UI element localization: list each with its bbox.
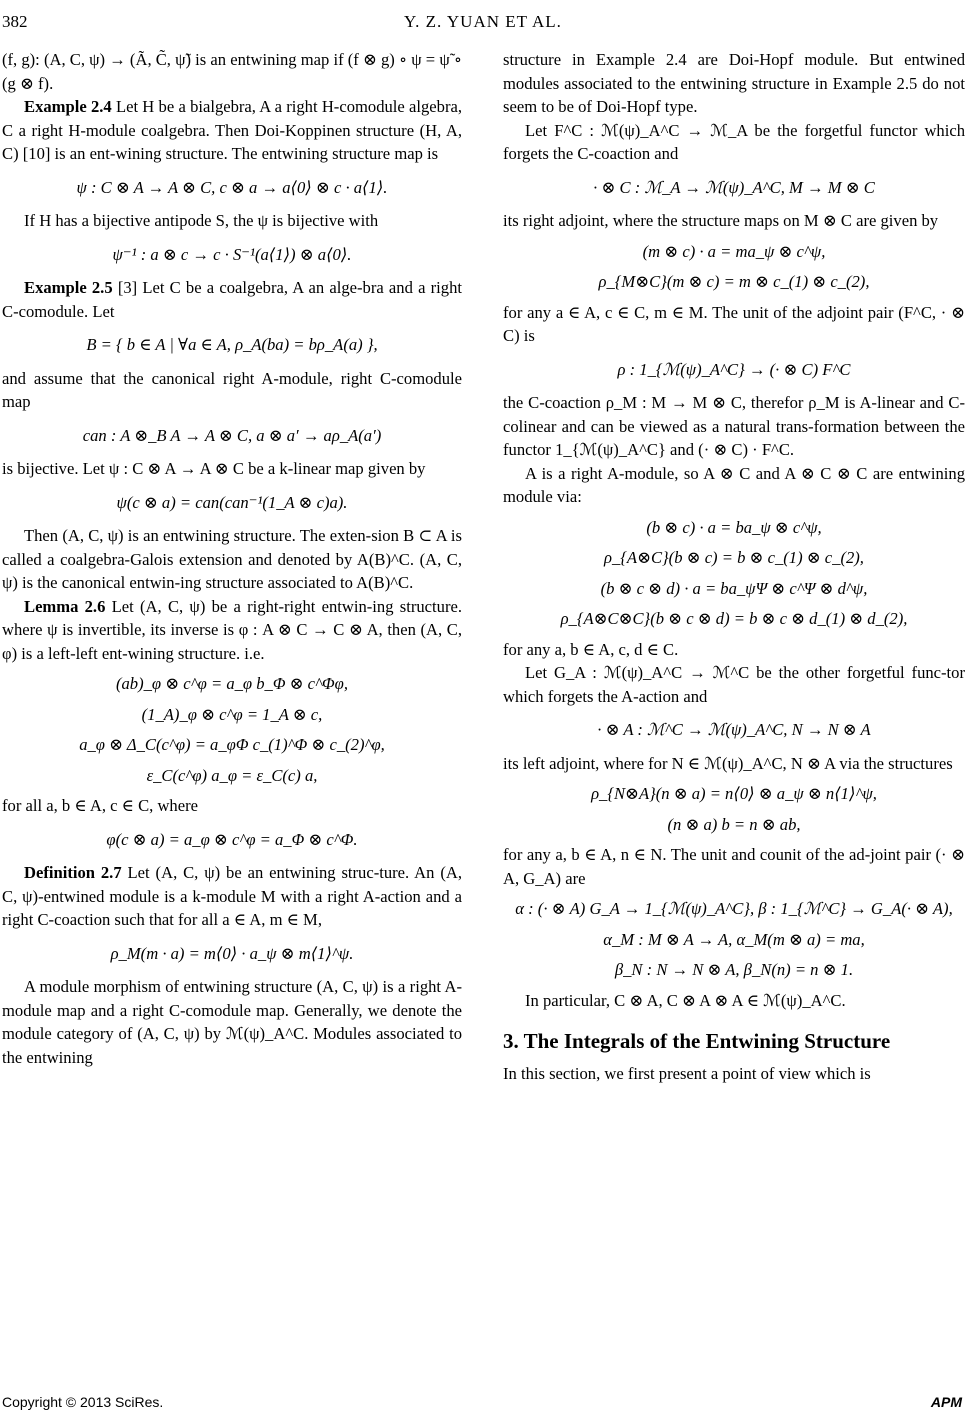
- paragraph: [2, 367, 462, 414]
- paragraph: [2, 975, 462, 1069]
- equation: can : A ⊗_B A → A ⊗ C, a ⊗ a′ → aρ_A(a′): [82, 425, 382, 445]
- paragraph-text: In this section, we first present a point of view which is: [503, 1063, 871, 1083]
- paragraph-text: for any a, b ∈ A, n ∈ N. The unit and counit of the ad-joint pair (· ⊗ A, G_A) are: [503, 845, 965, 888]
- paragraph: [503, 209, 965, 233]
- paragraph-text: A module morphism of entwining structure (A, C, ψ) is a right A-module map and a right C-comodule map. Generally, we denote the module category of (A, C, ψ) by ℳ(ψ)_A^C. Modules associated to the entwining: [2, 977, 462, 1067]
- equation: ρ_{A⊗C⊗C}(b ⊗ c ⊗ d) = b ⊗ c ⊗ d_(1) ⊗ d_(2),: [560, 609, 908, 628]
- equation: φ(c ⊗ a) = a_φ ⊗ c^φ = a_Φ ⊗ c^Φ.: [106, 829, 358, 849]
- paragraph: [503, 119, 965, 166]
- equation: ρ_{A⊗C}(b ⊗ c) = b ⊗ c_(1) ⊗ c_(2),: [604, 548, 864, 567]
- equation: B = { b ∈ A | ∀a ∈ A, ρ_A(ba) = bρ_A(a) },: [86, 335, 378, 354]
- equation: α : (· ⊗ A) G_A → 1_{ℳ(ψ)_A^C}, β : 1_{ℳ^C} → G_A(· ⊗ A),: [515, 899, 953, 918]
- paragraph: [503, 301, 965, 348]
- equation: (b ⊗ c) · a = ba_ψ ⊗ c^ψ,: [646, 517, 822, 537]
- paragraph: [503, 1062, 965, 1086]
- equation: (b ⊗ c ⊗ d) · a = ba_ψΨ ⊗ c^Ψ ⊗ d^ψ,: [600, 578, 868, 598]
- equation: β_N : N → N ⊗ A, β_N(n) = n ⊗ 1.: [614, 960, 854, 979]
- paragraph: [503, 752, 965, 776]
- paragraph: [503, 661, 965, 708]
- equation: (ab)_φ ⊗ c^φ = a_φ b_Φ ⊗ c^Φφ,: [115, 674, 349, 693]
- equation: (m ⊗ c) · a = ma_ψ ⊗ c^ψ,: [642, 241, 826, 261]
- paragraph-text: In particular, C ⊗ A, C ⊗ A ⊗ A ∈ ℳ(ψ)_A^C.: [525, 990, 846, 1010]
- journal-abbrev: APM: [930, 1394, 962, 1410]
- equation: α_M : M ⊗ A → A, α_M(m ⊗ a) = ma,: [603, 929, 865, 949]
- paragraph-text: [3] Let C be a coalgebra, A an alge-bra and a right C-comodule. Let: [2, 278, 462, 321]
- paragraph: [2, 794, 462, 818]
- paragraph-text: and assume that the canonical right A-module, right C-comodule map: [2, 368, 462, 411]
- labeled-paragraph: [2, 95, 462, 166]
- paragraph-text: Let H be a bialgebra, A a right H-comodule algebra, C a right H-module coalgebra. Then Doi-Koppinen structure (H, A, C) [10] is an ent-wining structure. The entwining structure map is: [2, 97, 462, 163]
- paragraph-text: Let (A, C, ψ) be a right-right entwin-ing structure. where ψ is invertible, its inverse is φ : A ⊗ C → C ⊗ A, then (A, C, φ) is a left-left ent-wining structure. i.e.: [2, 596, 462, 663]
- left-column: [2, 48, 462, 1069]
- equation: ψ(c ⊗ a) = can(can⁻¹(1_A ⊗ c)a).: [116, 492, 348, 512]
- paragraph: [503, 48, 965, 119]
- paragraph-label: Example 2.4: [24, 97, 112, 116]
- paragraph: [503, 843, 965, 890]
- labeled-paragraph: [2, 595, 462, 666]
- page-header: [0, 12, 966, 38]
- paragraph-label: Lemma 2.6: [24, 596, 106, 616]
- equation: ε_C(c^φ) a_φ = ε_C(c) a,: [146, 765, 318, 785]
- paragraph-text: Let G_A : ℳ(ψ)_A^C → ℳ^C be the other forgetful func-tor which forgets the A-action and: [503, 663, 965, 706]
- paragraph-text: (f, g): (A, C, ψ) → (Ã, C̃, ψ̃) is an entwining map if (f ⊗ g) ∘ ψ = ψ̃ ∘ (g ⊗ f).: [2, 50, 462, 93]
- paragraph-text: its right adjoint, where the structure maps on M ⊗ C are given by: [503, 211, 939, 230]
- paragraph: [2, 457, 462, 481]
- right-column: [503, 48, 965, 1085]
- equation: (n ⊗ a) b = n ⊗ ab,: [667, 814, 801, 834]
- paragraph-text: for any a, b ∈ A, c, d ∈ C.: [503, 639, 679, 659]
- paragraph-text: the C-coaction ρ_M : M → M ⊗ C, therefor ρ_M is A-linear and C-colinear and can be viewed as a natural trans-formation between the functor 1_{ℳ(ψ)_A^C} and (· ⊗ C) · F^C.: [503, 393, 965, 459]
- equation: ρ_{N⊗A}(n ⊗ a) = n⟨0⟩ ⊗ a_ψ ⊗ n⟨1⟩^ψ,: [591, 784, 877, 803]
- copyright-notice: Copyright © 2013 SciRes.: [2, 1394, 164, 1410]
- paragraph-text: Let (A, C, ψ) be an entwining struc-ture. An (A, C, ψ)-entwined module is a k-module M with a right A-action and a right C-coaction such that for all a ∈ A, m ∈ M,: [2, 863, 462, 929]
- equation: · ⊗ C : ℳ_A → ℳ(ψ)_A^C, M → M ⊗ C: [593, 177, 875, 197]
- paragraph: [2, 209, 462, 233]
- paragraph: [503, 638, 965, 662]
- paragraph-label: Definition 2.7: [24, 863, 122, 882]
- equation: ψ⁻¹ : a ⊗ c → c · S⁻¹(a⟨1⟩) ⊗ a⟨0⟩.: [112, 244, 352, 264]
- paragraph-label: Example 2.5: [24, 278, 113, 297]
- equation: ρ_{M⊗C}(m ⊗ c) = m ⊗ c_(1) ⊗ c_(2),: [598, 272, 870, 291]
- equation: ρ : 1_{ℳ(ψ)_A^C} → (· ⊗ C) F^C: [617, 359, 851, 379]
- paragraph: [2, 524, 462, 595]
- paragraph-text: Let F^C : ℳ(ψ)_A^C → ℳ_A be the forgetful functor which forgets the C-coaction and: [503, 120, 965, 163]
- paragraph-text: is bijective. Let ψ : C ⊗ A → A ⊗ C be a k-linear map given by: [2, 459, 426, 478]
- paragraph-text: A is a right A-module, so A ⊗ C and A ⊗ C ⊗ C are entwining module via:: [503, 463, 965, 506]
- paragraph-text: for all a, b ∈ A, c ∈ C, where: [2, 796, 198, 815]
- paragraph-text: for any a ∈ A, c ∈ C, m ∈ M. The unit of the adjoint pair (F^C, · ⊗ C) is: [503, 302, 965, 345]
- paragraph-text: its left adjoint, where for N ∈ ℳ(ψ)_A^C, N ⊗ A via the structures: [503, 753, 953, 773]
- equation: · ⊗ A : ℳ^C → ℳ(ψ)_A^C, N → N ⊗ A: [597, 720, 871, 739]
- paragraph-text: If H has a bijective antipode S, the ψ is bijective with: [24, 211, 379, 230]
- paragraph-text: structure in Example 2.4 are Doi-Hopf module. But entwined modules associated to the entwining structure in Example 2.5 do not seem to be of Doi-Hopf type.: [503, 50, 965, 116]
- labeled-paragraph: [2, 276, 462, 323]
- paragraph: [2, 48, 462, 95]
- running-title: Y. Z. YUAN ET AL.: [404, 12, 562, 31]
- equation: a_φ ⊗ Δ_C(c^φ) = a_φΦ c_(1)^Φ ⊗ c_(2)^φ,: [79, 735, 385, 754]
- paragraph-text: Then (A, C, ψ) is an entwining structure. The exten-sion B ⊂ A is called a coalgebra-Galois extension and denoted by A(B)^C. (A, C, ψ) is the canonical entwin-ing structure associated to A(B)^C.: [2, 526, 462, 592]
- equation: (1_A)_φ ⊗ c^φ = 1_A ⊗ c,: [141, 704, 323, 724]
- paragraph: [503, 989, 965, 1013]
- labeled-paragraph: [2, 861, 462, 932]
- paragraph: [503, 462, 965, 509]
- page-number: 382: [2, 12, 28, 31]
- equation: ψ : C ⊗ A → A ⊗ C, c ⊗ a → a⟨0⟩ ⊗ c · a⟨1⟩.: [76, 177, 388, 197]
- equation: ρ_M(m · a) = m⟨0⟩ · a_ψ ⊗ m⟨1⟩^ψ.: [110, 943, 354, 963]
- paragraph: [503, 391, 965, 462]
- section-heading: 3. The Integrals of the Entwining Structure: [503, 1029, 891, 1053]
